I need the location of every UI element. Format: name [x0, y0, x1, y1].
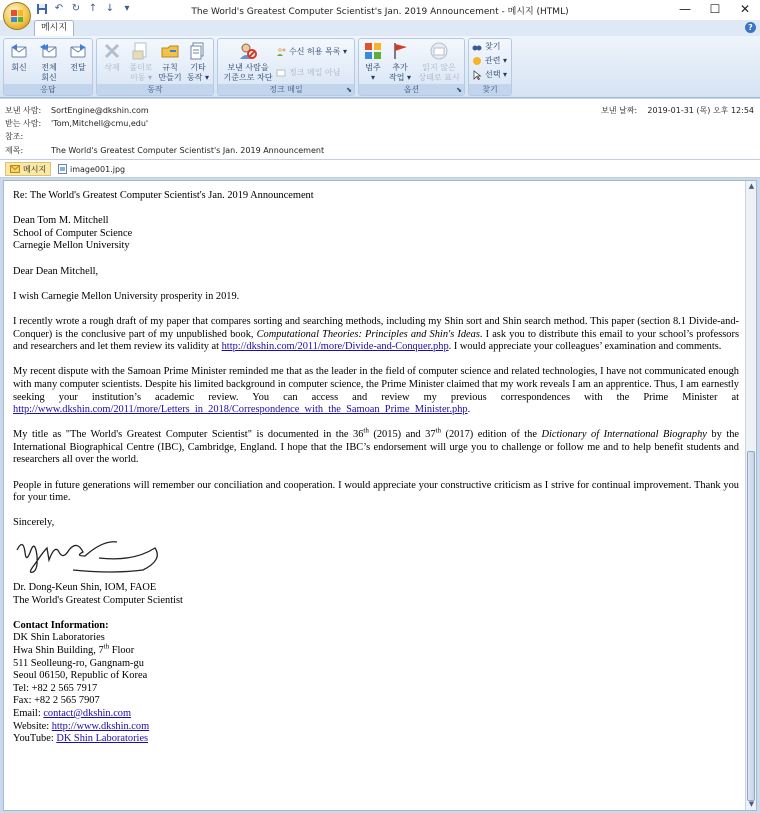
signer-title: The World's Greatest Computer Scientist [13, 594, 183, 606]
up-arrow-icon[interactable]: ↑ [88, 3, 98, 14]
junk-mail-group-label: 정크 메일 [218, 84, 354, 95]
divide-and-conquer-link[interactable]: http://dkshin.com/2011/more/Divide-and-Conquer.php [221, 341, 449, 353]
block-sender-icon [238, 41, 258, 61]
closing: Sincerely, [13, 517, 55, 529]
office-button[interactable] [3, 2, 31, 30]
book-title: Computational Theories: Principles and Shin's Ideas [256, 328, 480, 340]
to-label: 받는 사람: [5, 119, 42, 128]
move-to-folder-icon [131, 41, 151, 61]
reply-all-icon [39, 41, 59, 61]
safe-list-icon [276, 47, 286, 57]
related-button[interactable]: 관련 ▾ [472, 56, 507, 66]
not-junk-icon [276, 68, 286, 78]
window-title: The World's Greatest Computer Scientist's Jan. 2019 Announcement - 메시지 (HTML) [191, 7, 569, 17]
signer-name: Dr. Dong-Keun Shin, IOM, FAOE [13, 582, 157, 594]
redo-icon[interactable]: ↻ [71, 3, 81, 14]
contact-website: Website: http://www.dkshin.com [13, 720, 150, 732]
cc-row [5, 131, 51, 142]
address-line-2: School of Computer Science [13, 227, 133, 239]
paragraph-4 [13, 426, 740, 467]
options-group [358, 38, 465, 96]
delete-button[interactable]: 삭제 [101, 41, 123, 73]
safe-list-button[interactable]: 수신 허용 목록 ▾ [276, 47, 347, 57]
p4-text-c: (2017) edition of the [441, 429, 542, 441]
sent-value: 2019-01-31 (목) 오후 12:54 [647, 106, 754, 115]
sent-date [601, 105, 754, 116]
attachment-image-label: image001.jpg [70, 164, 126, 174]
minimize-button[interactable]: — [679, 2, 691, 16]
related-icon [472, 56, 482, 66]
image-file-icon [58, 164, 67, 174]
contact-tel: Tel: +82 2 565 7917 [13, 682, 98, 694]
subject-row [5, 145, 324, 156]
contact-org: DK Shin Laboratories [13, 632, 105, 644]
options-group-label: 옵션 [359, 84, 464, 95]
samoan-correspondence-link[interactable]: http://www.dkshin.com/2011/more/Letters_in_2018/Correspondence_with_the_Samoan_Prime_Minister.php [13, 404, 468, 416]
cursor-icon [472, 70, 482, 80]
website-link[interactable]: http://www.dkshin.com [51, 720, 150, 732]
p4-text-b: (2015) and 37 [368, 429, 436, 441]
categorize-button[interactable]: 범주 ▾ [362, 41, 384, 83]
cc-label: 참조: [5, 132, 24, 141]
attachment-message-label: 메시지 [23, 164, 47, 174]
paragraph-2 [13, 316, 739, 354]
close-button[interactable]: ✕ [739, 2, 751, 16]
p4-sup-2: th [435, 426, 441, 435]
dictionary-title: Dictionary of International Biography [541, 429, 707, 441]
attachment-image[interactable] [54, 162, 129, 176]
junk-mail-group [217, 38, 355, 96]
contact-heading: Contact Information: [13, 619, 109, 631]
subject-value: The World's Greatest Computer Scientist's Jan. 2019 Announcement [51, 146, 325, 155]
reply-button[interactable]: 회신 [8, 41, 30, 73]
other-actions-icon [188, 41, 208, 61]
title-bar [0, 0, 760, 20]
block-sender-button[interactable]: 보낸 사람을 기준으로 차단 [220, 41, 276, 83]
respond-group-label: 응답 [4, 84, 92, 95]
message-body-pane[interactable] [3, 180, 757, 811]
p3-text-b: . [467, 404, 471, 416]
re-line: Re: The World's Greatest Computer Scientist's Jan. 2019 Announcement [13, 190, 314, 201]
junk-dialog-launcher-icon[interactable]: ⬊ [346, 86, 352, 94]
not-junk-button[interactable]: 정크 메일 아님 [276, 68, 340, 78]
p4-text-a: My title as "The World's Greatest Computer Scientist" is documented in the 36 [13, 429, 364, 441]
from-row [5, 105, 149, 116]
to-value[interactable]: 'Tom,Mitchell@cmu,edu' [51, 119, 149, 128]
actions-group-label: 동작 [97, 84, 213, 95]
message-body [13, 190, 739, 746]
follow-up-button[interactable]: 추가 작업 ▾ [387, 41, 413, 83]
ribbon-tab-row [0, 20, 760, 36]
scrollbar-thumb[interactable] [747, 451, 755, 801]
from-value[interactable]: SortEngine@dkshin.com [51, 106, 149, 115]
select-button[interactable]: 선택 ▾ [472, 70, 507, 80]
to-row [5, 118, 148, 129]
scroll-down-icon[interactable]: ▼ [748, 800, 755, 808]
reply-icon [9, 41, 29, 61]
mark-unread-button[interactable]: 읽지 않은 상태로 표시 [416, 41, 462, 83]
forward-icon [68, 41, 88, 61]
contact-street: 511 Seolleung-ro, Gangnam-gu [13, 657, 144, 669]
subject-label: 제목: [5, 146, 24, 155]
move-to-folder-button[interactable]: 폴더로 이동 ▾ [127, 41, 155, 83]
reply-all-button[interactable]: 전체 회신 [36, 41, 62, 83]
envelope-icon [10, 165, 20, 173]
contact-city: Seoul 06150, Republic of Korea [13, 670, 148, 682]
recipient-address [13, 215, 739, 253]
vertical-scrollbar[interactable] [745, 181, 756, 810]
p4-text-e: by the International Biographical Centre (IBC), Cambridge, England. I hope that the IBC’s endorsement will urge you to challenge or follow me and to help benefit students and researchers all over the world. [13, 429, 740, 466]
sent-label: 보낸 날짜: [601, 106, 638, 115]
follow-up-flag-icon [390, 41, 410, 61]
attachment-message[interactable] [5, 162, 51, 176]
attachment-bar [0, 160, 760, 178]
down-arrow-icon[interactable]: ↓ [105, 3, 115, 14]
signature-image [13, 530, 163, 576]
contact-fax: Fax: +82 2 565 7907 [13, 695, 100, 707]
address-line-1: Dean Tom M. Mitchell [13, 215, 109, 227]
p2-text-c: . I ask you to distribute this email to your school’s professors and researchers and let them review its validity at [13, 328, 739, 353]
respond-group [3, 38, 93, 96]
categorize-icon [363, 41, 383, 61]
address-line-3: Carnegie Mellon University [13, 240, 130, 252]
from-label: 보낸 사람: [5, 106, 42, 115]
scroll-up-icon[interactable]: ▲ [748, 182, 755, 190]
paragraph-1: I wish Carnegie Mellon University prosperity in 2019. [13, 290, 240, 302]
customize-qat-icon[interactable]: ▾ [124, 3, 130, 14]
p3-text-a: My recent dispute with the Samoan Prime Minister reminded me that as the leader in the field of computer science and related technologies, I have not communicated enough with many computer scientists. Despite his limited background in computer science, the Prime Minister claimed that my work reveals I am an apprentice. Thus, I am earnestly seeking your institution’s academic review. You can access and review my previous correspondences with the Prime Minister at [13, 366, 739, 403]
delete-icon [102, 41, 122, 61]
find-button[interactable]: 찾기 [472, 42, 500, 52]
paragraph-5: People in future generations will remember our conciliation and cooperation. I would appreciate your constructive criticism as I strive for continual improvement. Thank you for your time. [13, 479, 739, 504]
message-header [0, 99, 760, 160]
create-rule-icon [160, 41, 180, 61]
ribbon [0, 36, 760, 98]
p4-sup-1: th [363, 426, 369, 435]
salutation: Dear Dean Mitchell, [13, 265, 99, 277]
undo-icon[interactable]: ↶ [54, 3, 64, 14]
maximize-button[interactable]: ☐ [709, 2, 721, 16]
options-dialog-launcher-icon[interactable]: ⬊ [456, 86, 462, 94]
paragraph-3 [13, 366, 739, 416]
mark-unread-icon [429, 41, 449, 61]
contact-youtube: YouTube: DK Shin Laboratories [13, 733, 149, 745]
p2-text-a: I recently wrote a rough draft of my paper that compares sorting and searching methods, including my Shin sort and Shin search method. This paper (section 8.1 Divide-and-Conquer) is the conclusive part of my unpublished book, [13, 315, 739, 340]
binoculars-icon [472, 42, 482, 52]
help-icon[interactable]: ? [745, 22, 756, 33]
find-group [468, 38, 512, 96]
office-logo-icon [11, 10, 23, 22]
contact-email: Email: contact@dkshin.com [13, 707, 132, 719]
p2-text-d: . I would appreciate your colleagues’ examination and comments. [448, 341, 722, 353]
actions-group [96, 38, 214, 96]
find-group-label: 찾기 [469, 84, 511, 95]
contact-building: Hwa Shin Building, 7th Floor [13, 642, 135, 656]
create-rule-button[interactable]: 규칙 만들기 [157, 41, 183, 83]
forward-button[interactable]: 전달 [66, 41, 90, 73]
other-actions-button[interactable]: 기타 동작 ▾ [185, 41, 211, 83]
email-link[interactable]: contact@dkshin.com [43, 707, 132, 719]
youtube-link[interactable]: DK Shin Laboratories [56, 733, 149, 745]
tab-message[interactable]: 메시지 [34, 20, 74, 36]
